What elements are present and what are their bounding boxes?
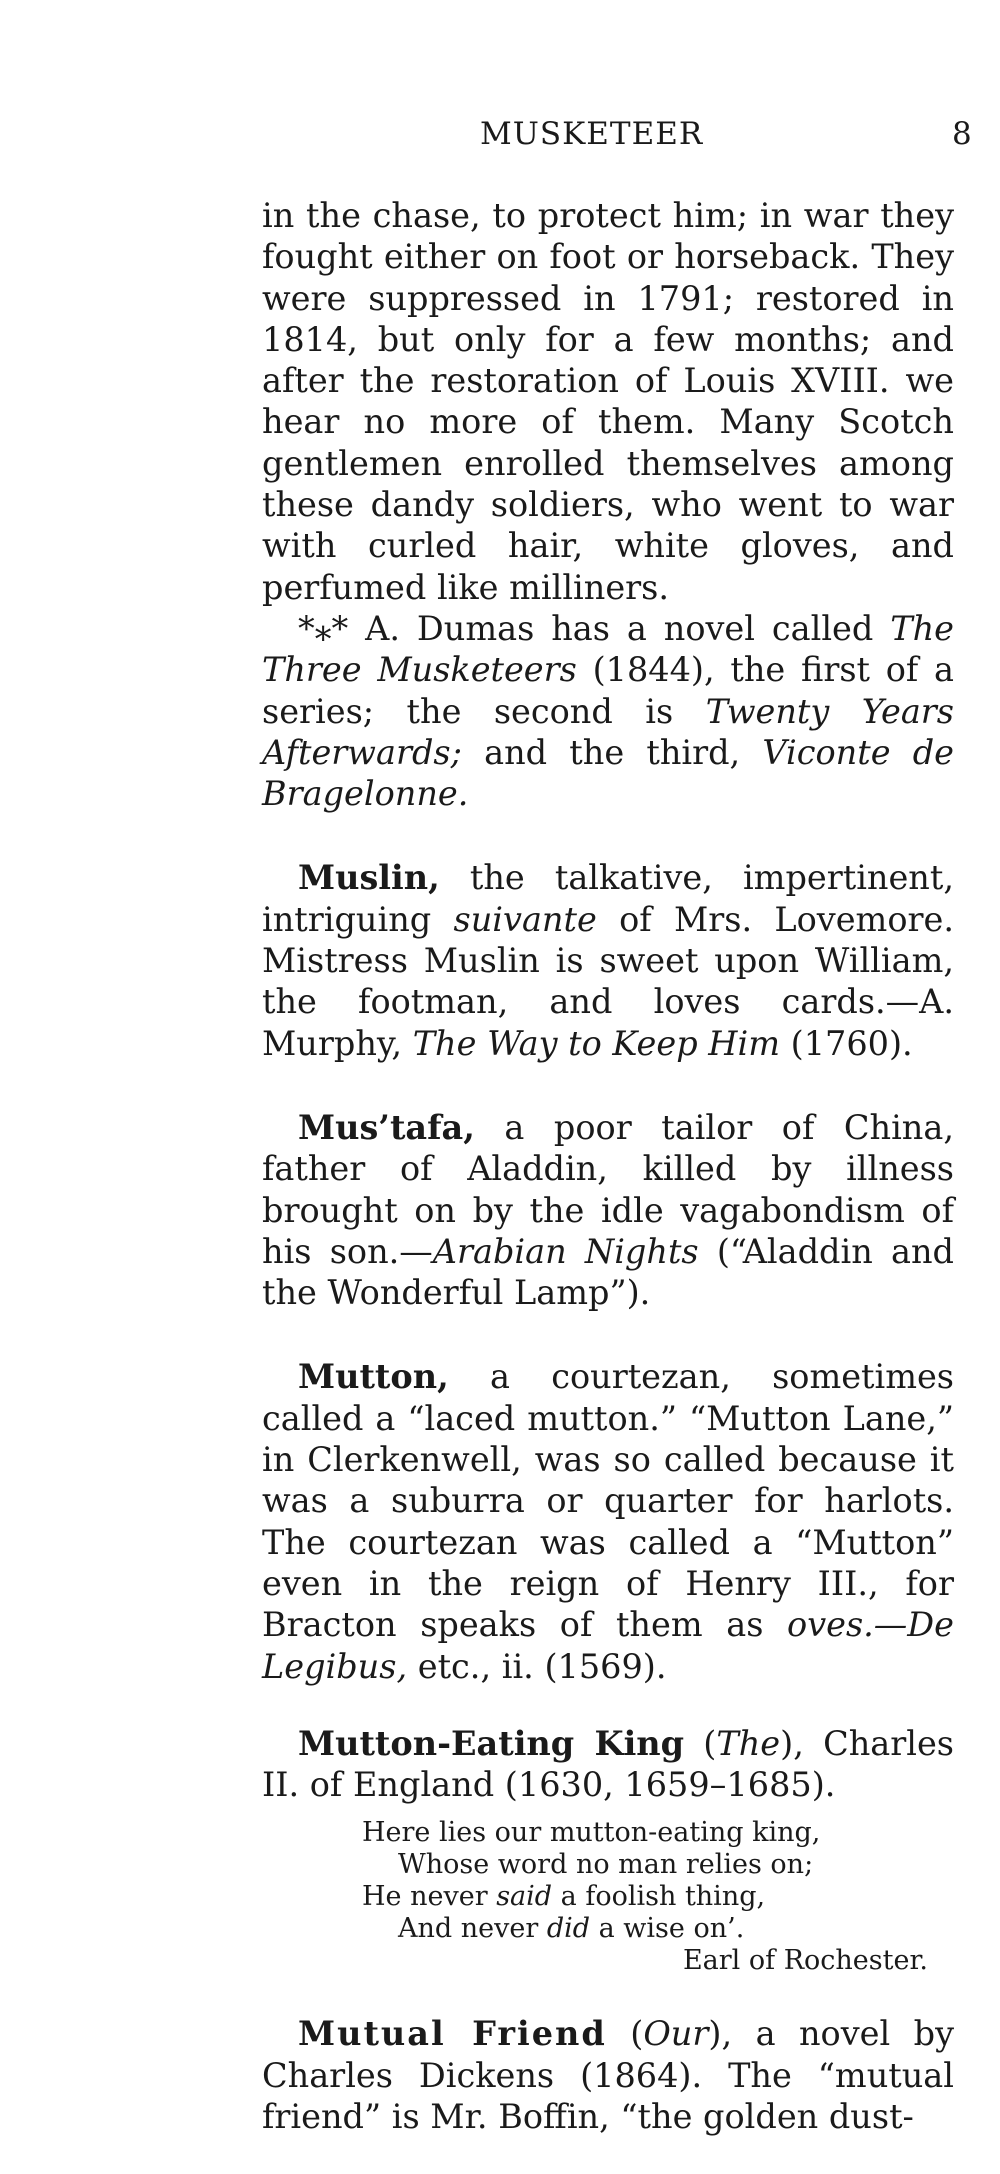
mustafa-title: Arabian Nights [432,1231,699,1271]
epigram-line-3-a: He never [362,1881,497,1913]
headword-mustafa: Mus’tafa, [298,1107,475,1147]
note-title-2: Twenty Years Afterwards; [262,691,954,772]
epigram-line-2: Whose word no man relies on; [398,1849,814,1881]
entry-mustafa [262,1107,954,1313]
entry-muslin [262,857,954,1063]
muslin-text-3: (1760). [780,1023,913,1063]
mek-text-1: ), Charles II. of England (1630, 1659–1685). [262,1723,954,1805]
muslin-title: The Way to Keep Him [412,1023,780,1063]
epigram-line-3 [362,1881,954,1913]
epigram-line-1: Here lies our mutton-eating king, [362,1817,821,1849]
musketeer-text: in the chase, to protect him; in war they fought either on foot or horseback. They were suppressed in 1791; restored in 1814, but only for a few months; and after the restoration of Louis XVIII. we hear no more of them. Many Scotch gentlemen enrolled themselves among these dandy soldiers, who went to war with curled hair, white gloves, and perfumed like milliners. [262,196,954,607]
epigram-line-4-b: a wise on’. [590,1913,745,1945]
mek-italic: The [716,1723,781,1763]
mutton-text-2: etc., ii. (1569). [407,1646,667,1686]
entry-mutton [262,1356,954,1686]
headword-mutton: Mutton, [298,1357,449,1397]
mf-text-1: ), a novel by Charles Dickens (1864). The “mutual friend” is Mr. Boffin, “the golden dust- [262,2014,955,2136]
mutton-italic: oves.—De Legibus, [262,1605,954,1686]
running-head [0,116,1000,166]
epigram-line-3-b: a foolish thing, [552,1881,766,1913]
epigram [362,1817,954,1977]
mf-italic: Our [643,2014,709,2054]
epigram-attribution: Earl of Rochester. [682,1945,928,1977]
note-text-2: (1844), the first of a series; the second is [262,650,955,731]
note-text-1: A. Dumas has a novel called [365,608,891,648]
entry-musketeer-note [262,608,954,814]
muslin-text-2: of Mrs. Lovemore. Mistress Muslin is sweet upon William, the footman, and loves cards.—A. Murphy, [262,899,954,1063]
page-number: 8 [952,116,973,152]
mf-paren-open: ( [606,2014,644,2054]
entry-musketeer-continuation [262,195,954,608]
entry-mutton-eating-king [262,1723,954,1806]
running-title: MUSKETEER [480,116,704,152]
note-title-1: The Three Musketeers [262,608,954,690]
epigram-line-3-italic: said [496,1881,553,1913]
headword-mutton-eating-king: Mutton-Eating King [298,1723,685,1763]
headword-mutual-friend: Mutual Friend [298,2014,607,2054]
mustafa-text-1: a poor tailor of China, father of Aladdin, killed by illness brought on by the idle vagabondism of his son.— [262,1107,954,1271]
note-text-3: and the third, [461,732,763,772]
epigram-line-4 [362,1913,954,1945]
entry-mutual-friend [262,2013,954,2137]
note-title-3: Viconte de Bragelonne. [262,732,955,814]
note-mark: *⁎* [298,608,366,648]
mek-paren-open: ( [684,1723,717,1763]
epigram-line-4-a: And never [398,1913,547,1945]
page-body [262,195,954,2137]
epigram-line-4-italic: did [546,1913,591,1945]
muslin-text-1: the talkative, impertinent, intriguing [262,858,954,939]
muslin-italic: suivante [453,899,597,939]
headword-muslin: Muslin, [298,858,440,898]
mustafa-text-2: (“Aladdin and the Wonderful Lamp”). [262,1231,954,1313]
mutton-text-1: a courtezan, sometimes called a “laced mutton.” “Mutton Lane,” in Clerkenwell, was so called because it was a suburra or quarter for harlots. The courtezan was called a “Mutton” even in the reign of Henry III., for Bracton speaks of them as [262,1357,954,1645]
